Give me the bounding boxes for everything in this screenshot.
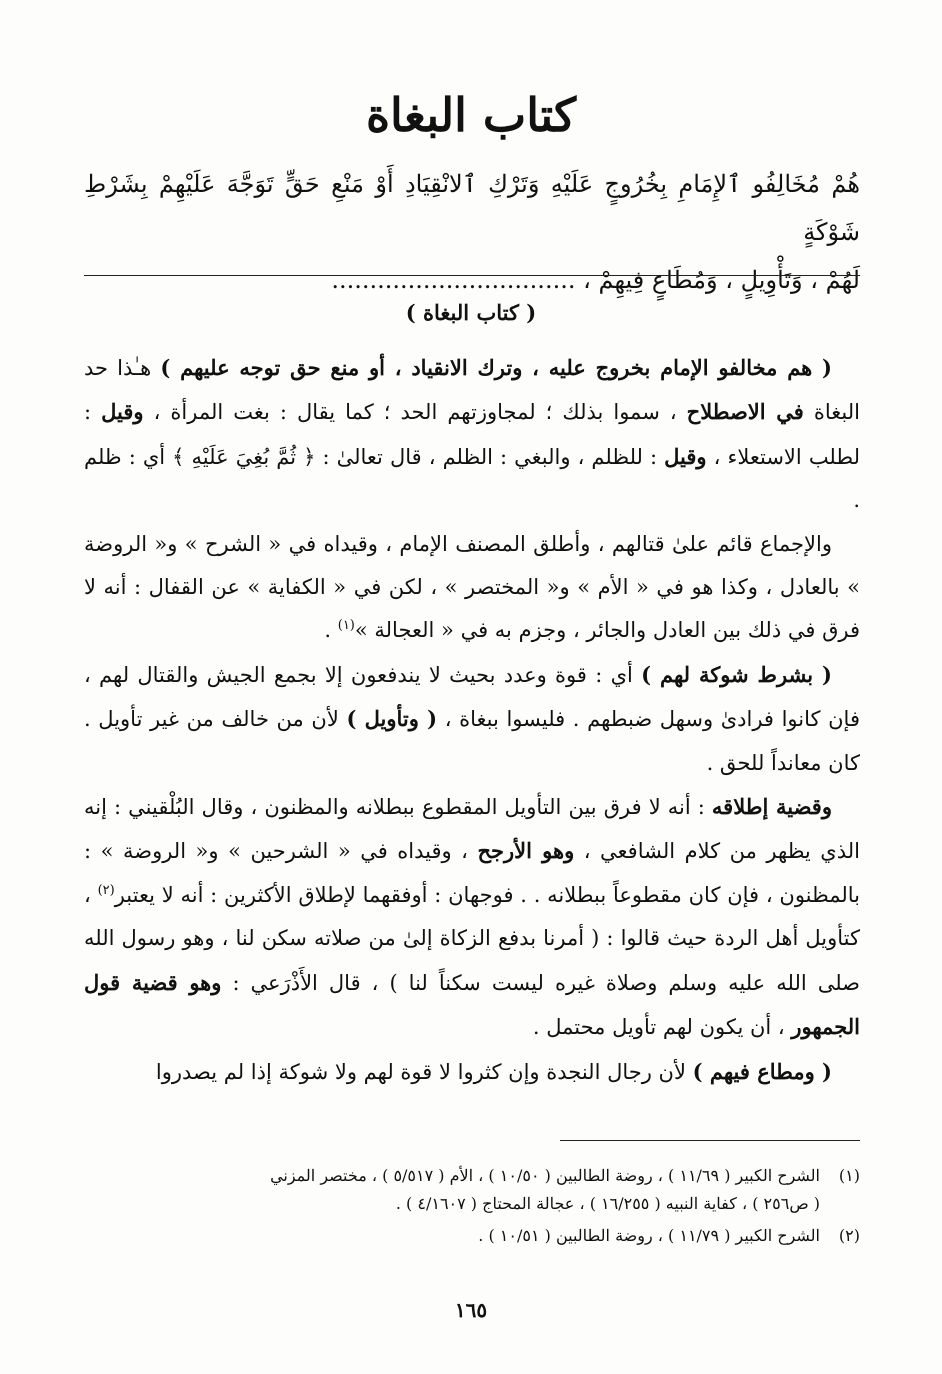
footnote-1-line-2: ( ص٢٥٦ ) ، كفاية النبيه ( ١٦/٢٥٥ ) ، عجالة المحتاج ( ٤/١٦٠٧ ) . bbox=[395, 1194, 820, 1213]
p5-bold-1: ( ومطاع فيهم ) bbox=[692, 1058, 832, 1084]
paragraph-2 bbox=[84, 523, 860, 653]
footnote-ref-2[interactable]: (٢) bbox=[97, 882, 115, 898]
paragraph-1 bbox=[84, 346, 860, 523]
matn-text bbox=[84, 160, 860, 304]
top-divider bbox=[84, 275, 860, 276]
p4-text-3: ، كتأويل أهل الردة حيث قالوا : ( أمرنا بدفع الزكاة إلىٰ من صلاته سكن لنا ، وهو رسول الله صلى الله عليه وسلم وصلاة غيره ليست سكناً لنا ) ، قال الأَذْرَعي : bbox=[84, 882, 860, 995]
p3-bold-2: ( وتأويل ) bbox=[346, 706, 438, 732]
paragraph-4 bbox=[84, 785, 860, 1049]
book-title: كتاب البغاة bbox=[365, 88, 577, 142]
paragraph-3 bbox=[84, 653, 860, 785]
p4-text-4: ، أن يكون لهم تأويل محتمل . bbox=[532, 1015, 792, 1040]
p1-bold-4: وقيل bbox=[664, 443, 707, 469]
footnote-2-number: (٢) bbox=[838, 1226, 860, 1245]
footnote-1 bbox=[84, 1162, 860, 1218]
p2-text-2: . bbox=[324, 618, 338, 643]
p1-text-2: ، سموا بذلك ؛ لمجاوزتهم الحد ؛ كما يقال : بغت المرأة ، bbox=[143, 400, 687, 425]
p1-text-4: : للظلم ، والبغي : الظلم ، قال تعالىٰ : ﴿ ثُمَّ بُغِيَ عَلَيْهِ ﴾ أي : ظلم . bbox=[84, 444, 860, 513]
page-number: ١٦٥ bbox=[454, 1298, 488, 1322]
footnotes bbox=[84, 1162, 860, 1254]
p3-bold-1: ( بشرط شوكة لهم ) bbox=[641, 661, 832, 687]
p4-bold-2: وهو الأرجح bbox=[477, 838, 575, 864]
p2-text-1: والإجماع قائم علىٰ قتالهم ، وأطلق المصنف الإمام ، وقيداه في « الشرح » و« الروضة » بالعادل ، وكذا هو في « الأم » و« المختصر » ، لكن في « الكفاية » عن القفال : أنه لا فرق في ذلك بين العادل والجائر ، وجزم به في « العجالة » bbox=[84, 531, 860, 643]
footnote-1-line-1: الشرح الكبير ( ١١/٦٩ ) ، روضة الطالبين ( ١٠/٥٠ ) ، الأم ( ٥/٥١٧ ) ، مختصر المزني bbox=[270, 1166, 820, 1185]
p1-text-3: : لطلب الاستعلاء ، bbox=[84, 400, 861, 469]
footnote-ref-1[interactable]: (١) bbox=[337, 618, 355, 634]
paragraph-5 bbox=[84, 1050, 860, 1094]
footnote-1-number: (١) bbox=[838, 1166, 860, 1185]
matn-line-2 bbox=[84, 256, 860, 304]
p1-text-1: هـٰذا حد البغاة bbox=[84, 356, 860, 425]
p1-bold-3: وقيل bbox=[101, 399, 144, 425]
footnote-2-line-1: الشرح الكبير ( ١١/٧٩ ) ، روضة الطالبين ( ١٠/٥١ ) . bbox=[478, 1226, 820, 1245]
p5-text-1: لأن رجال النجدة وإن كثروا لا قوة لهم ولا شوكة إذا لم يصدروا bbox=[155, 1059, 693, 1084]
footnote-2 bbox=[84, 1222, 860, 1250]
p3-text-2: لأن من خالف من غير تأويل . كان معانداً للحق . bbox=[84, 707, 860, 775]
p1-bold-1: ( هم مخالفو الإمام بخروج عليه ، وترك الانقياد ، أو منع حق توجه عليهم ) bbox=[160, 355, 832, 380]
p4-text-1: : أنه لا فرق بين التأويل المقطوع ببطلانه والمظنون ، وقال البُلْقيني : إنه الذي يظهر من كلام الشافعي ، bbox=[84, 795, 860, 864]
commentary-body bbox=[84, 346, 860, 1094]
footnote-divider bbox=[560, 1140, 860, 1141]
p4-bold-1: وقضية إطلاقه bbox=[711, 794, 832, 820]
p4-text-2: ، وقيداه في « الشرحين » و« الروضة » : بالمظنون ، فإن كان مقطوعاً ببطلانه . . فوجهان : أوفقهما لإطلاق الأكثرين : أنه لا يعتبر bbox=[84, 839, 861, 907]
p3-text-1: أي : قوة وعدد بحيث لا يندفعون إلا بجمع الجيش والقتال لهم ، فإن كانوا فرادىٰ وسهل ضبطهم . فليسوا ببغاة ، bbox=[84, 662, 860, 732]
matn-line-1: هُمْ مُخَالِفُو ٱلإِمَامِ بِخُرُوجٍ عَلَيْهِ وَتَرْكِ ٱلانْقِيَادِ أَوْ مَنْعِ حَقٍّ تَوَجَّهَ عَلَيْهِمْ بِشَرْطِ شَوْكَةٍ bbox=[84, 170, 860, 246]
matn-dots: ................................ bbox=[331, 266, 576, 294]
p4-bold-3: وهو قضية قول الجمهور bbox=[84, 969, 860, 1040]
p1-bold-2: في الاصطلاح bbox=[686, 399, 804, 425]
matn-line-2-text: لَهُمْ ، وَتَأْوِيلٍ ، وَمُطَاعٍ فِيهِمْ ، bbox=[583, 266, 860, 294]
section-title: ( كتاب البغاة ) bbox=[405, 300, 537, 325]
